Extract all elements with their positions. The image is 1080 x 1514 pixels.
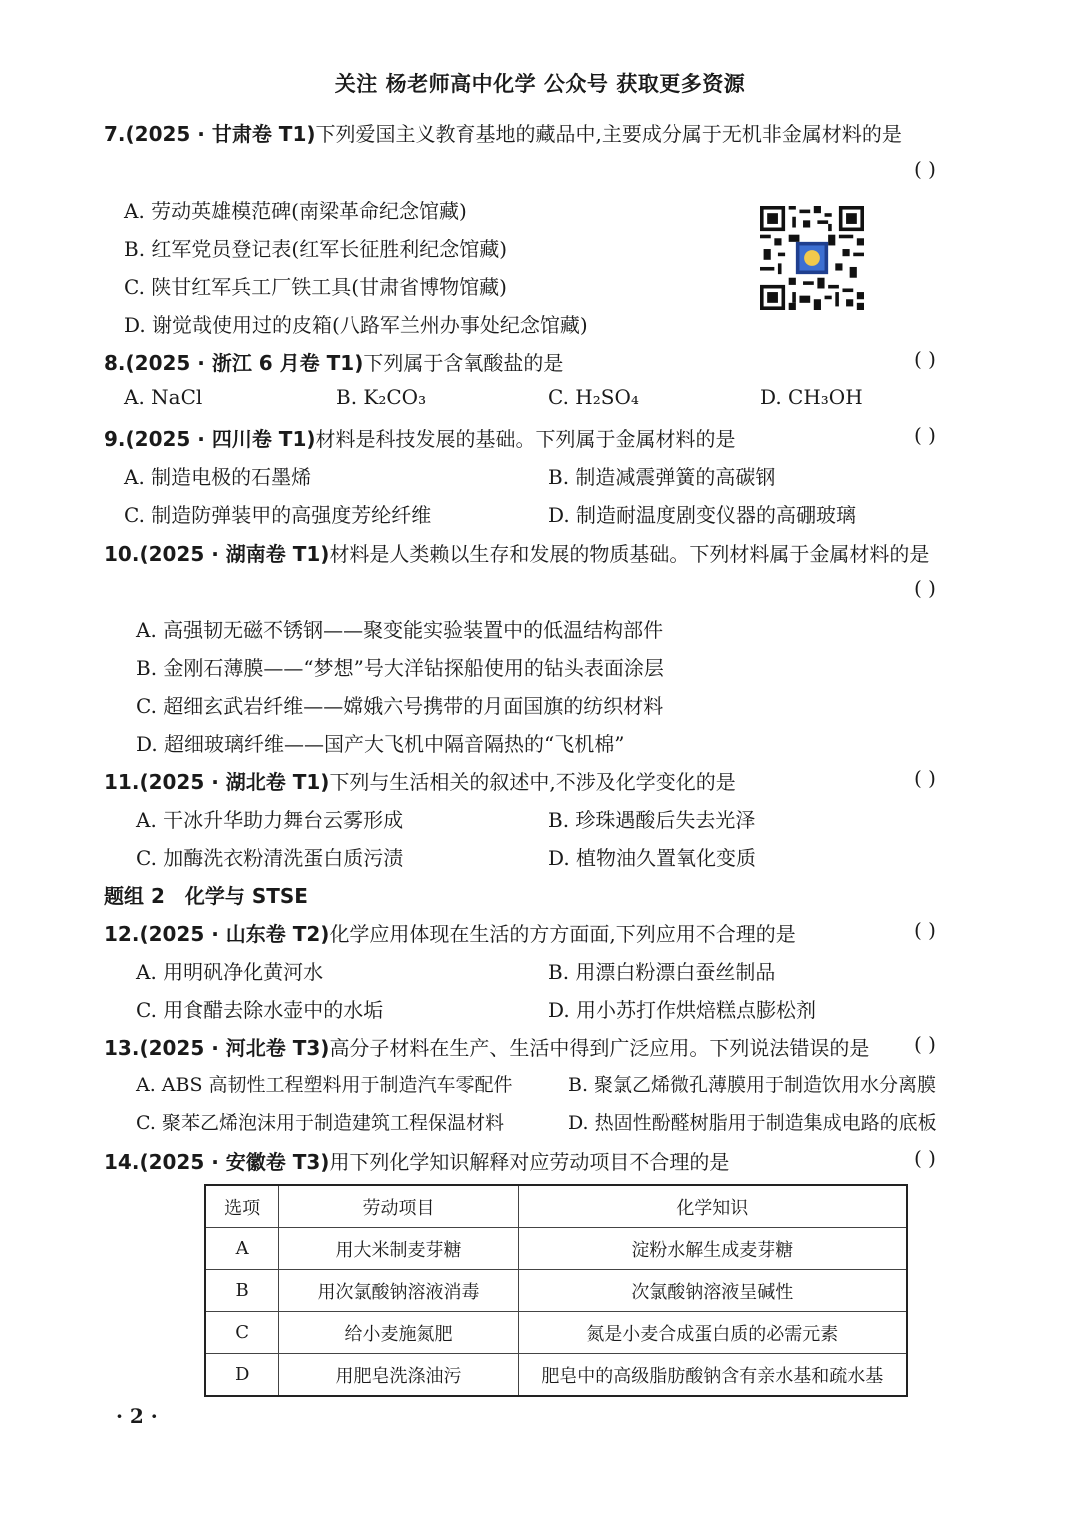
question-source: (2025 · 安徽卷 T3) [139, 1150, 330, 1174]
option-c: C. 聚苯乙烯泡沫用于制造建筑工程保温材料 [136, 1112, 504, 1134]
table-cell: B [205, 1270, 279, 1312]
answer-blank: ( ) [914, 157, 936, 181]
option-c: C. 超细玄武岩纤维——嫦娥六号携带的月面国旗的纺织材料 [136, 694, 664, 718]
question-number: 9. [104, 427, 126, 451]
table-cell: 次氯酸钠溶液呈碱性 [518, 1270, 907, 1312]
question-source: (2025 · 四川卷 T1) [125, 427, 316, 451]
option-d: D. 谢觉哉使用过的皮箱(八路军兰州办事处纪念馆藏) [124, 313, 588, 337]
table-cell: 用次氯酸钠溶液消毒 [279, 1270, 518, 1312]
question-source: (2025 · 甘肃卷 T1) [125, 122, 316, 146]
question-source: (2025 · 湖北卷 T1) [139, 770, 330, 794]
question-source: (2025 · 山东卷 T2) [139, 922, 330, 946]
question-text: 用下列化学知识解释对应劳动项目不合理的是 [329, 1150, 730, 1174]
option-c: C. 用食醋去除水壶中的水垢 [136, 998, 384, 1022]
question-9-stem [104, 423, 736, 452]
option-a: A. ABS 高韧性工程塑料用于制造汽车零配件 [136, 1074, 513, 1096]
option-b: B. 用漂白粉漂白蚕丝制品 [548, 960, 776, 984]
option-c: C. H₂SO₄ [548, 385, 639, 409]
question-source: (2025 · 浙江 6 月卷 T1) [125, 351, 364, 375]
question-text: 化学应用体现在生活的方方面面,下列应用不合理的是 [329, 922, 796, 946]
option-a: A. 劳动英雄模范碑(南梁革命纪念馆藏) [124, 199, 467, 223]
option-c: C. 加酶洗衣粉清洗蛋白质污渍 [136, 846, 404, 870]
question-source: (2025 · 河北卷 T3) [139, 1036, 330, 1060]
table-row [205, 1270, 907, 1312]
question-10-stem [104, 538, 929, 567]
option-b: B. 聚氯乙烯微孔薄膜用于制造饮用水分离膜 [568, 1074, 937, 1096]
option-d: D. 热固性酚醛树脂用于制造集成电路的底板 [568, 1112, 937, 1134]
table-header-row [205, 1185, 907, 1228]
question-number: 13. [104, 1036, 140, 1060]
answer-blank: ( ) [914, 918, 936, 942]
option-a: A. NaCl [124, 385, 203, 409]
question-number: 7. [104, 122, 126, 146]
table-cell: 肥皂中的高级脂肪酸钠含有亲水基和疏水基 [518, 1354, 907, 1397]
answer-blank: ( ) [914, 347, 936, 371]
option-b: B. 制造减震弹簧的高碳钢 [548, 465, 776, 489]
question-number: 10. [104, 542, 140, 566]
question-11-stem [104, 766, 736, 795]
question-text: 下列爱国主义教育基地的藏品中,主要成分属于无机非金属材料的是 [315, 122, 902, 146]
question-text: 材料是人类赖以生存和发展的物质基础。下列材料属于金属材料的是 [329, 542, 930, 566]
question-8-stem [104, 347, 563, 376]
answer-blank: ( ) [914, 423, 936, 447]
header-cell: 选项 [205, 1185, 279, 1228]
question-source: (2025 · 湖南卷 T1) [139, 542, 330, 566]
question-number: 12. [104, 922, 140, 946]
page-number: · 2 · [116, 1404, 158, 1428]
table-row [205, 1228, 907, 1270]
group-heading: 题组 2 化学与 STSE [104, 884, 308, 908]
table-cell: A [205, 1228, 279, 1270]
option-a: A. 干冰升华助力舞台云雾形成 [136, 808, 404, 832]
option-d: D. 植物油久置氧化变质 [548, 846, 757, 870]
table-cell: 给小麦施氮肥 [279, 1312, 518, 1354]
table-cell: 氮是小麦合成蛋白质的必需元素 [518, 1312, 907, 1354]
table-row [205, 1354, 907, 1397]
question-text: 下列属于含氧酸盐的是 [363, 351, 564, 375]
labor-chemistry-table [204, 1184, 908, 1397]
option-b: B. 珍珠遇酸后失去光泽 [548, 808, 756, 832]
option-d: D. CH₃OH [760, 385, 863, 409]
option-d: D. 用小苏打作烘焙糕点膨松剂 [548, 998, 817, 1022]
option-d: D. 制造耐温度剧变仪器的高硼玻璃 [548, 503, 857, 527]
question-text: 材料是科技发展的基础。下列属于金属材料的是 [315, 427, 736, 451]
table-cell: 用肥皂洗涤油污 [279, 1354, 518, 1397]
option-d: D. 超细玻璃纤维——国产大飞机中隔音隔热的“飞机棉” [136, 732, 625, 756]
question-13-stem [104, 1032, 869, 1061]
question-number: 14. [104, 1150, 140, 1174]
option-a: A. 用明矾净化黄河水 [136, 960, 324, 984]
option-a: A. 制造电极的石墨烯 [124, 465, 312, 489]
header-cell: 化学知识 [518, 1185, 907, 1228]
answer-blank: ( ) [914, 576, 936, 600]
header-cell: 劳动项目 [279, 1185, 518, 1228]
question-number: 11. [104, 770, 140, 794]
table-cell: 用大米制麦芽糖 [279, 1228, 518, 1270]
question-14-stem [104, 1146, 729, 1175]
option-a: A. 高强韧无磁不锈钢——聚变能实验装置中的低温结构部件 [136, 618, 664, 642]
answer-blank: ( ) [914, 1032, 936, 1056]
question-12-stem [104, 918, 796, 947]
qr-code-image [760, 206, 864, 310]
question-7-stem [104, 118, 902, 147]
answer-blank: ( ) [914, 1146, 936, 1170]
option-c: C. 陕甘红军兵工厂铁工具(甘肃省博物馆藏) [124, 275, 507, 299]
question-text: 下列与生活相关的叙述中,不涉及化学变化的是 [329, 770, 736, 794]
option-b: B. 红军党员登记表(红军长征胜利纪念馆藏) [124, 237, 508, 261]
answer-blank: ( ) [914, 766, 936, 790]
question-number: 8. [104, 351, 126, 375]
table-cell: D [205, 1354, 279, 1397]
option-b: B. K₂CO₃ [336, 385, 427, 409]
table-row [205, 1312, 907, 1354]
table-cell: 淀粉水解生成麦芽糖 [518, 1228, 907, 1270]
table-cell: C [205, 1312, 279, 1354]
option-c: C. 制造防弹装甲的高强度芳纶纤维 [124, 503, 432, 527]
option-b: B. 金刚石薄膜——“梦想”号大洋钻探船使用的钻头表面涂层 [136, 656, 664, 680]
question-text: 高分子材料在生产、生活中得到广泛应用。下列说法错误的是 [329, 1036, 870, 1060]
page-header: 关注 杨老师高中化学 公众号 获取更多资源 [334, 72, 746, 96]
